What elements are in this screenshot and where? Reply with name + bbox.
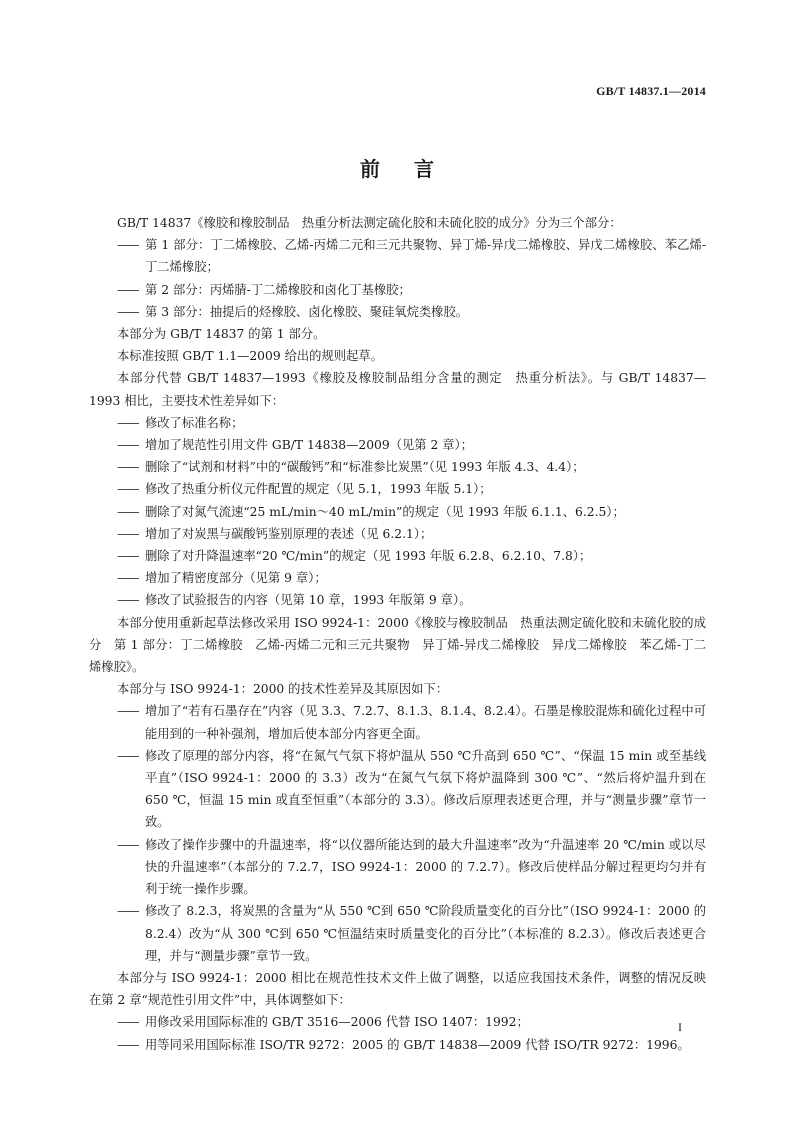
list-item-text: 删除了“试剂和材料”中的“碳酸钙”和“标准参比炭黑”（见 1993 年版 4.3、4.4）；	[145, 460, 585, 475]
list-item-text: 修改了原理的部分内容，将“在氮气气氛下将炉温从 550 ℃升高到 650 ℃”、“保温 15 min 或至基线平直”（ISO 9924-1：2000 的 3.3）改为“在氮气气氛下将炉温降到 300 ℃”、“然后将炉温升到在 650 ℃，恒温 15 min 或直至恒重”（本部分的 3.3）。修改后原理表述更合理，并与“测量步骤”章节一致。	[145, 748, 706, 830]
list-item-dash: ——	[117, 282, 138, 297]
standard-code: GB/T 14837.1—2014	[596, 84, 706, 98]
list-item-text: 第 3 部分：抽提后的烃橡胶、卤化橡胶、聚硅氧烷类橡胶。	[145, 304, 469, 319]
paragraph: GB/T 14837《橡胶和橡胶制品 热重分析法测定硫化胶和未硫化胶的成分》分为三个部分：	[117, 216, 622, 230]
list-item-text: 修改了操作步骤中的升温速率，将“以仪器所能达到的最大升温速率”改为“升温速率 20 ℃/min 或以尽快的升温速率”（本部分的 7.2.7，ISO 9924-1：2000 的 7.2.7）。修改后使样品分解过程更均匀并有利于统一操作步骤。	[145, 837, 706, 897]
list-item	[89, 456, 706, 478]
list-item-dash: ——	[117, 504, 138, 519]
page-number: I	[678, 1020, 682, 1034]
list-item-text: 修改了 8.2.3，将炭黑的含量为“从 550 ℃到 650 ℃阶段质量变化的百分比”（ISO 9924-1：2000 的 8.2.4）改为“从 300 ℃到 650 ℃恒温结束时质量变化的百分比”（本标准的 8.2.3）。修改后表述更合理，并与“测量步骤”章节一致。	[145, 904, 706, 963]
list-item-dash: ——	[117, 748, 138, 763]
list-item-text: 用等同采用国际标准 ISO/TR 9272：2005 的 GB/T 14838—2009 代替 ISO/TR 9272：1996。	[145, 1037, 690, 1052]
list-item-text: 删除了对升降温速率“20 ℃/min”的规定（见 1993 年版 6.2.8、6.2.10、7.8）；	[145, 549, 592, 564]
list-item	[89, 545, 706, 567]
document-body	[89, 212, 706, 1056]
list-item-dash: ——	[117, 415, 138, 430]
list-item-dash: ——	[117, 837, 138, 852]
list-item	[89, 834, 706, 901]
list-item-dash: ——	[117, 1037, 138, 1052]
list-item-text: 用修改采用国际标准的 GB/T 3516—2006 代替 ISO 1407：1992；	[145, 1015, 529, 1030]
paragraph: 本部分代替 GB/T 14837—1993《橡胶及橡胶制品组分含量的测定 热重分析法》。与 GB/T 14837—1993 相比，主要技术性差异如下：	[89, 371, 706, 408]
list-item	[89, 234, 706, 278]
paragraph: 本部分与 ISO 9924-1：2000 相比在规范性技术文件上做了调整，以适应我国技术条件，调整的情况反映在第 2 章“规范性引用文件”中，具体调整如下：	[89, 970, 706, 1008]
list-item-dash: ——	[117, 238, 138, 253]
list-item	[89, 1034, 706, 1056]
list-item-dash: ——	[117, 571, 138, 586]
list-item-dash: ——	[117, 1015, 138, 1030]
list-item-dash: ——	[117, 526, 138, 541]
list-item	[89, 412, 706, 434]
list-item	[89, 301, 706, 323]
paragraph: 本部分为 GB/T 14837 的第 1 部分。	[117, 327, 326, 342]
paragraph: 本部分使用重新起草法修改采用 ISO 9924-1：2000《橡胶与橡胶制品 热重法测定硫化胶和未硫化胶的成分 第 1 部分：丁二烯橡胶 乙烯-丙烯二元和三元共聚物 异丁烯-异戊二烯橡胶 异戊二烯橡胶 苯乙烯-丁二烯橡胶》。	[89, 615, 706, 675]
list-item-dash: ——	[117, 460, 138, 475]
list-item-dash: ——	[117, 438, 138, 453]
list-item-text: 增加了“若有石墨存在”内容（见 3.3、7.2.7、8.1.3、8.1.4、8.2.4）。石墨是橡胶混炼和硫化过程中可能用到的一种补强剂，增加后使本部分内容更全面。	[145, 704, 706, 741]
list-item-dash: ——	[117, 904, 138, 919]
list-item-dash: ——	[117, 304, 138, 319]
list-item-text: 修改了热重分析仪元件配置的规定（见 5.1，1993 年版 5.1）；	[145, 482, 492, 497]
list-item-dash: ——	[117, 482, 138, 497]
list-item	[89, 745, 706, 834]
list-item-text: 修改了试验报告的内容（见第 10 章，1993 年版第 9 章）。	[145, 593, 472, 608]
paragraph: 本标准按照 GB/T 1.1—2009 给出的规则起草。	[117, 349, 383, 364]
list-item	[89, 478, 706, 500]
list-item	[89, 279, 706, 301]
list-item	[89, 434, 706, 456]
list-item	[89, 700, 706, 744]
list-item-dash: ——	[117, 549, 138, 564]
list-item-text: 删除了对氮气流速“25 mL/min～40 mL/min”的规定（见 1993 年版 6.1.1、6.2.5）；	[145, 504, 625, 519]
page-title: 前言	[360, 157, 468, 181]
list-item-dash: ——	[117, 593, 138, 608]
list-item-text: 修改了标准名称；	[145, 415, 244, 430]
list-item	[89, 501, 706, 523]
list-item	[89, 589, 706, 611]
list-item-text: 第 2 部分：丙烯腈-丁二烯橡胶和卤化丁基橡胶；	[145, 282, 411, 297]
list-item	[89, 523, 706, 545]
list-item	[89, 567, 706, 589]
list-item-text: 第 1 部分：丁二烯橡胶、乙烯-丙烯二元和三元共聚物、异丁烯-异戊二烯橡胶、异戊二烯橡胶、苯乙烯-丁二烯橡胶；	[145, 238, 706, 275]
list-item-text: 增加了对炭黑与碳酸钙鉴别原理的表述（见 6.2.1）；	[145, 526, 433, 541]
list-item-dash: ——	[117, 704, 138, 719]
list-item-text: 增加了精密度部分（见第 9 章）；	[145, 571, 327, 586]
list-item	[89, 900, 706, 967]
list-item	[89, 1011, 706, 1033]
paragraph: 本部分与 ISO 9924-1：2000 的技术性差异及其原因如下：	[117, 682, 449, 697]
list-item-text: 增加了规范性引用文件 GB/T 14838—2009（见第 2 章）；	[145, 438, 473, 453]
